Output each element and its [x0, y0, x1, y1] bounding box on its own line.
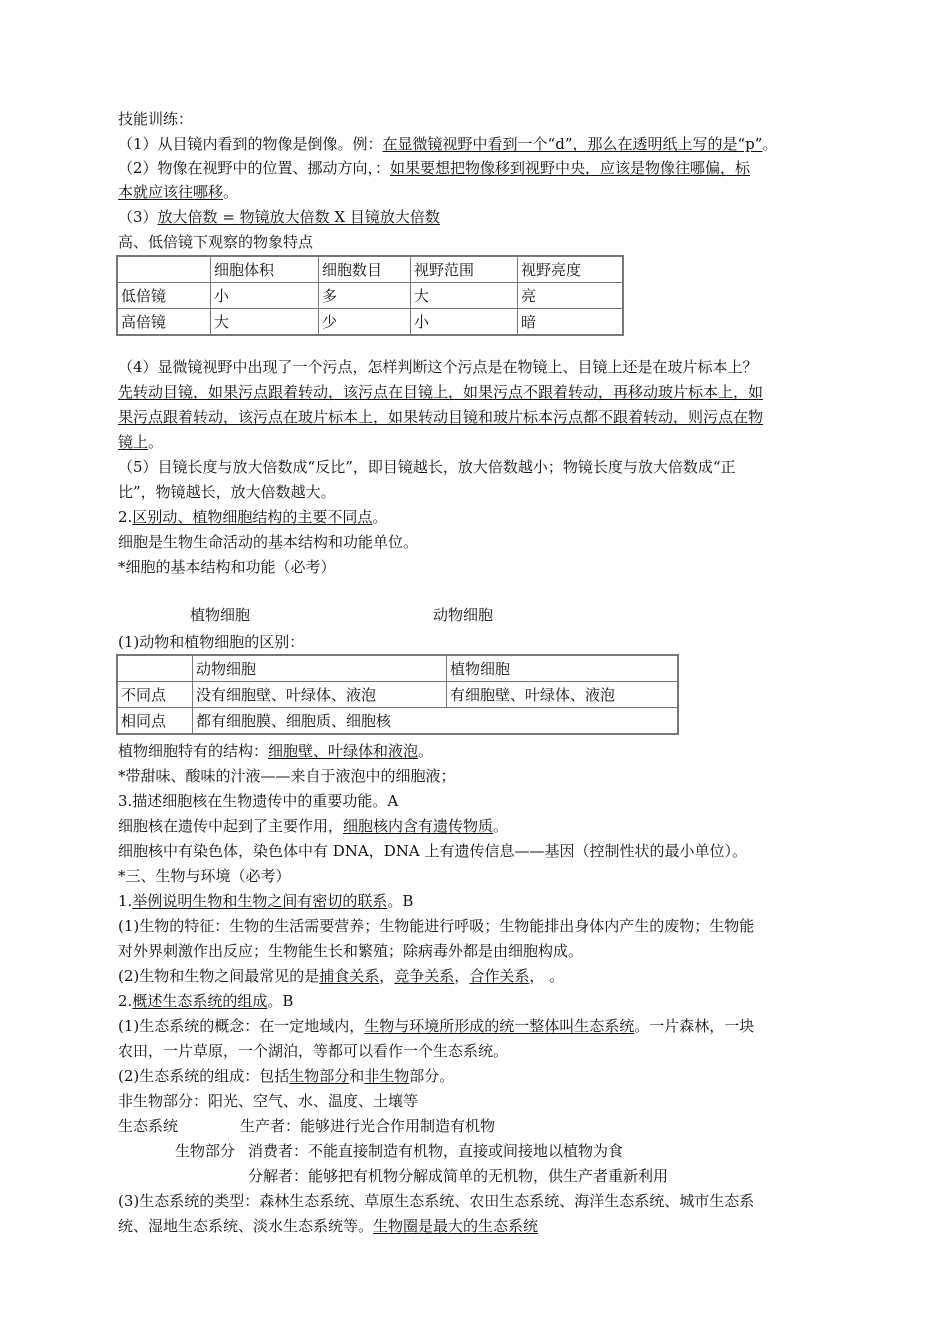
table-cell: 不同点	[117, 682, 193, 708]
table-row	[117, 682, 678, 708]
point-5-line-2: 比”，物镜越长，放大倍数越大。	[118, 483, 336, 501]
subsection-1-heading: 1.举例说明生物和生物之间有密切的联系。B	[118, 892, 414, 910]
table-row	[117, 655, 678, 682]
table-cell: 大	[211, 309, 319, 336]
table-cell: 视野范围	[411, 256, 518, 283]
subsection-2-heading: 2.概述生态系统的组成。B	[118, 992, 294, 1010]
point-2-line-1: （2）物像在视野中的位置、挪动方向，：如果要想把物像移到视野中央，应该是物像往哪偏，标	[118, 159, 751, 177]
table-row	[117, 708, 678, 735]
decomposer-text: 分解者：能够把有机物分解成简单的无机物，供生产者重新利用	[248, 1167, 669, 1185]
skills-title: 技能训练：	[118, 110, 194, 128]
point-3: （3）放大倍数 = 物镜放大倍数 X 目镜放大倍数	[118, 208, 440, 226]
table-cell: 细胞数目	[319, 256, 411, 283]
table1-title: 高、低倍镜下观察的物象特点	[118, 233, 314, 251]
point-2-line-2: 本就应该往哪移。	[118, 183, 239, 201]
biotic-part-label: 生物部分	[175, 1142, 236, 1160]
table-row	[117, 256, 623, 283]
cell-comparison-table	[116, 654, 679, 735]
consumer-text: 消费者：不能直接制造有机物，直接或间接地以植物为食	[248, 1142, 624, 1160]
table-cell: 没有细胞壁、叶绿体、液泡	[193, 682, 447, 708]
ecosystem-concept-line-2: 农田，一片草原，一个湖泊，等都可以看作一个生态系统。	[118, 1042, 509, 1060]
ecosystem-types-line-1: (3)生态系统的类型：森林生态系统、草原生态系统、农田生态系统、海洋生态系统、城市生态系	[118, 1192, 755, 1210]
table-cell	[117, 655, 193, 682]
difference-title: (1)动物和植物细胞的区别：	[118, 633, 305, 651]
traits-line-1: (1)生物的特征：生物的生活需要营养；生物能进行呼吸；生物能排出身体内产生的废物；生物能	[118, 917, 755, 935]
producer-text: 生产者：能够进行光合作用制造有机物	[240, 1117, 496, 1135]
table-row	[117, 309, 623, 336]
part-3-heading: *三、生物与环境（必考）	[118, 867, 291, 885]
table-cell	[117, 256, 211, 283]
traits-line-2: 对外界刺激作出反应；生物能生长和繁殖；除病毒外都是由细胞构成。	[118, 942, 584, 960]
plant-unique-text: 植物细胞特有的结构：细胞壁、叶绿体和液泡。	[118, 742, 434, 760]
ecosystem-types-line-2: 统、湿地生态系统、淡水生态系统等。生物圈是最大的生态系统	[118, 1217, 539, 1235]
table-cell: 多	[319, 283, 411, 309]
table-cell: 有细胞壁、叶绿体、液泡	[447, 682, 679, 708]
ecosystem-concept-line-1: (1)生态系统的概念：在一定地域内，生物与环境所形成的统一整体叫生态系统。一片森林，一块	[118, 1017, 755, 1035]
ecosystem-composition: (2)生态系统的组成：包括生物部分和非生物部分。	[118, 1067, 455, 1085]
point-4-line-2: 先转动目镜，如果污点跟着转动，该污点在目镜上，如果污点不跟着转动，再移动玻片标本上，如	[118, 383, 764, 401]
point-1: （1）从目镜内看到的物像是倒像。例：在显微镜视野中看到一个“d”，那么在透明纸上写的是“p”。	[118, 135, 778, 153]
table-cell: 大	[411, 283, 518, 309]
table-cell: 视野亮度	[518, 256, 624, 283]
table-cell: 动物细胞	[193, 655, 447, 682]
juice-text: *带甜味、酸味的汁液——来自于液泡中的细胞液；	[118, 767, 456, 785]
dna-text: 细胞核中有染色体，染色体中有 DNA，DNA 上有遗传信息——基因（控制性状的最小单位）。	[118, 842, 748, 860]
relations-text: (2)生物和生物之间最常见的是捕食关系，竞争关系，合作关系， 。	[118, 967, 565, 985]
plant-cell-label: 植物细胞	[190, 606, 251, 624]
table-row	[117, 283, 623, 309]
table-cell: 小	[411, 309, 518, 336]
table-cell: 高倍镜	[117, 309, 211, 336]
section-2-heading: 2.区别动、植物细胞结构的主要不同点。	[118, 508, 388, 526]
point-4-line-1: （4）显微镜视野中出现了一个污点，怎样判断这个污点是在物镜上、目镜上还是在玻片标本上？	[118, 358, 758, 376]
table-cell: 细胞体积	[211, 256, 319, 283]
magnification-table	[116, 255, 624, 336]
table-cell: 植物细胞	[447, 655, 679, 682]
table-cell: 都有细胞膜、细胞质、细胞核	[193, 708, 679, 735]
abiotic-text: 非生物部分：阳光、空气、水、温度、土壤等	[118, 1092, 419, 1110]
cell-structure-text: *细胞的基本结构和功能（必考）	[118, 558, 336, 576]
ecosystem-label: 生态系统	[118, 1117, 179, 1135]
table-cell: 相同点	[117, 708, 193, 735]
cell-unit-text: 细胞是生物生命活动的基本结构和功能单位。	[118, 533, 419, 551]
animal-cell-label: 动物细胞	[433, 606, 494, 624]
point-5-line-1: （5）目镜长度与放大倍数成“反比”，即目镜越长，放大倍数越小；物镜长度与放大倍数成“正	[118, 458, 736, 476]
nucleus-text: 细胞核在遗传中起到了主要作用，细胞核内含有遗传物质。	[118, 817, 509, 835]
table-cell: 少	[319, 309, 411, 336]
table-cell: 亮	[518, 283, 624, 309]
table-cell: 小	[211, 283, 319, 309]
section-3-heading: 3.描述细胞核在生物遗传中的重要功能。A	[118, 792, 399, 810]
point-4-line-4: 镜上。	[118, 433, 164, 451]
point-4-line-3: 果污点跟着转动，该污点在玻片标本上，如果转动目镜和玻片标本污点都不跟着转动，则污点在物	[118, 408, 764, 426]
table-cell: 暗	[518, 309, 624, 336]
table-cell: 低倍镜	[117, 283, 211, 309]
